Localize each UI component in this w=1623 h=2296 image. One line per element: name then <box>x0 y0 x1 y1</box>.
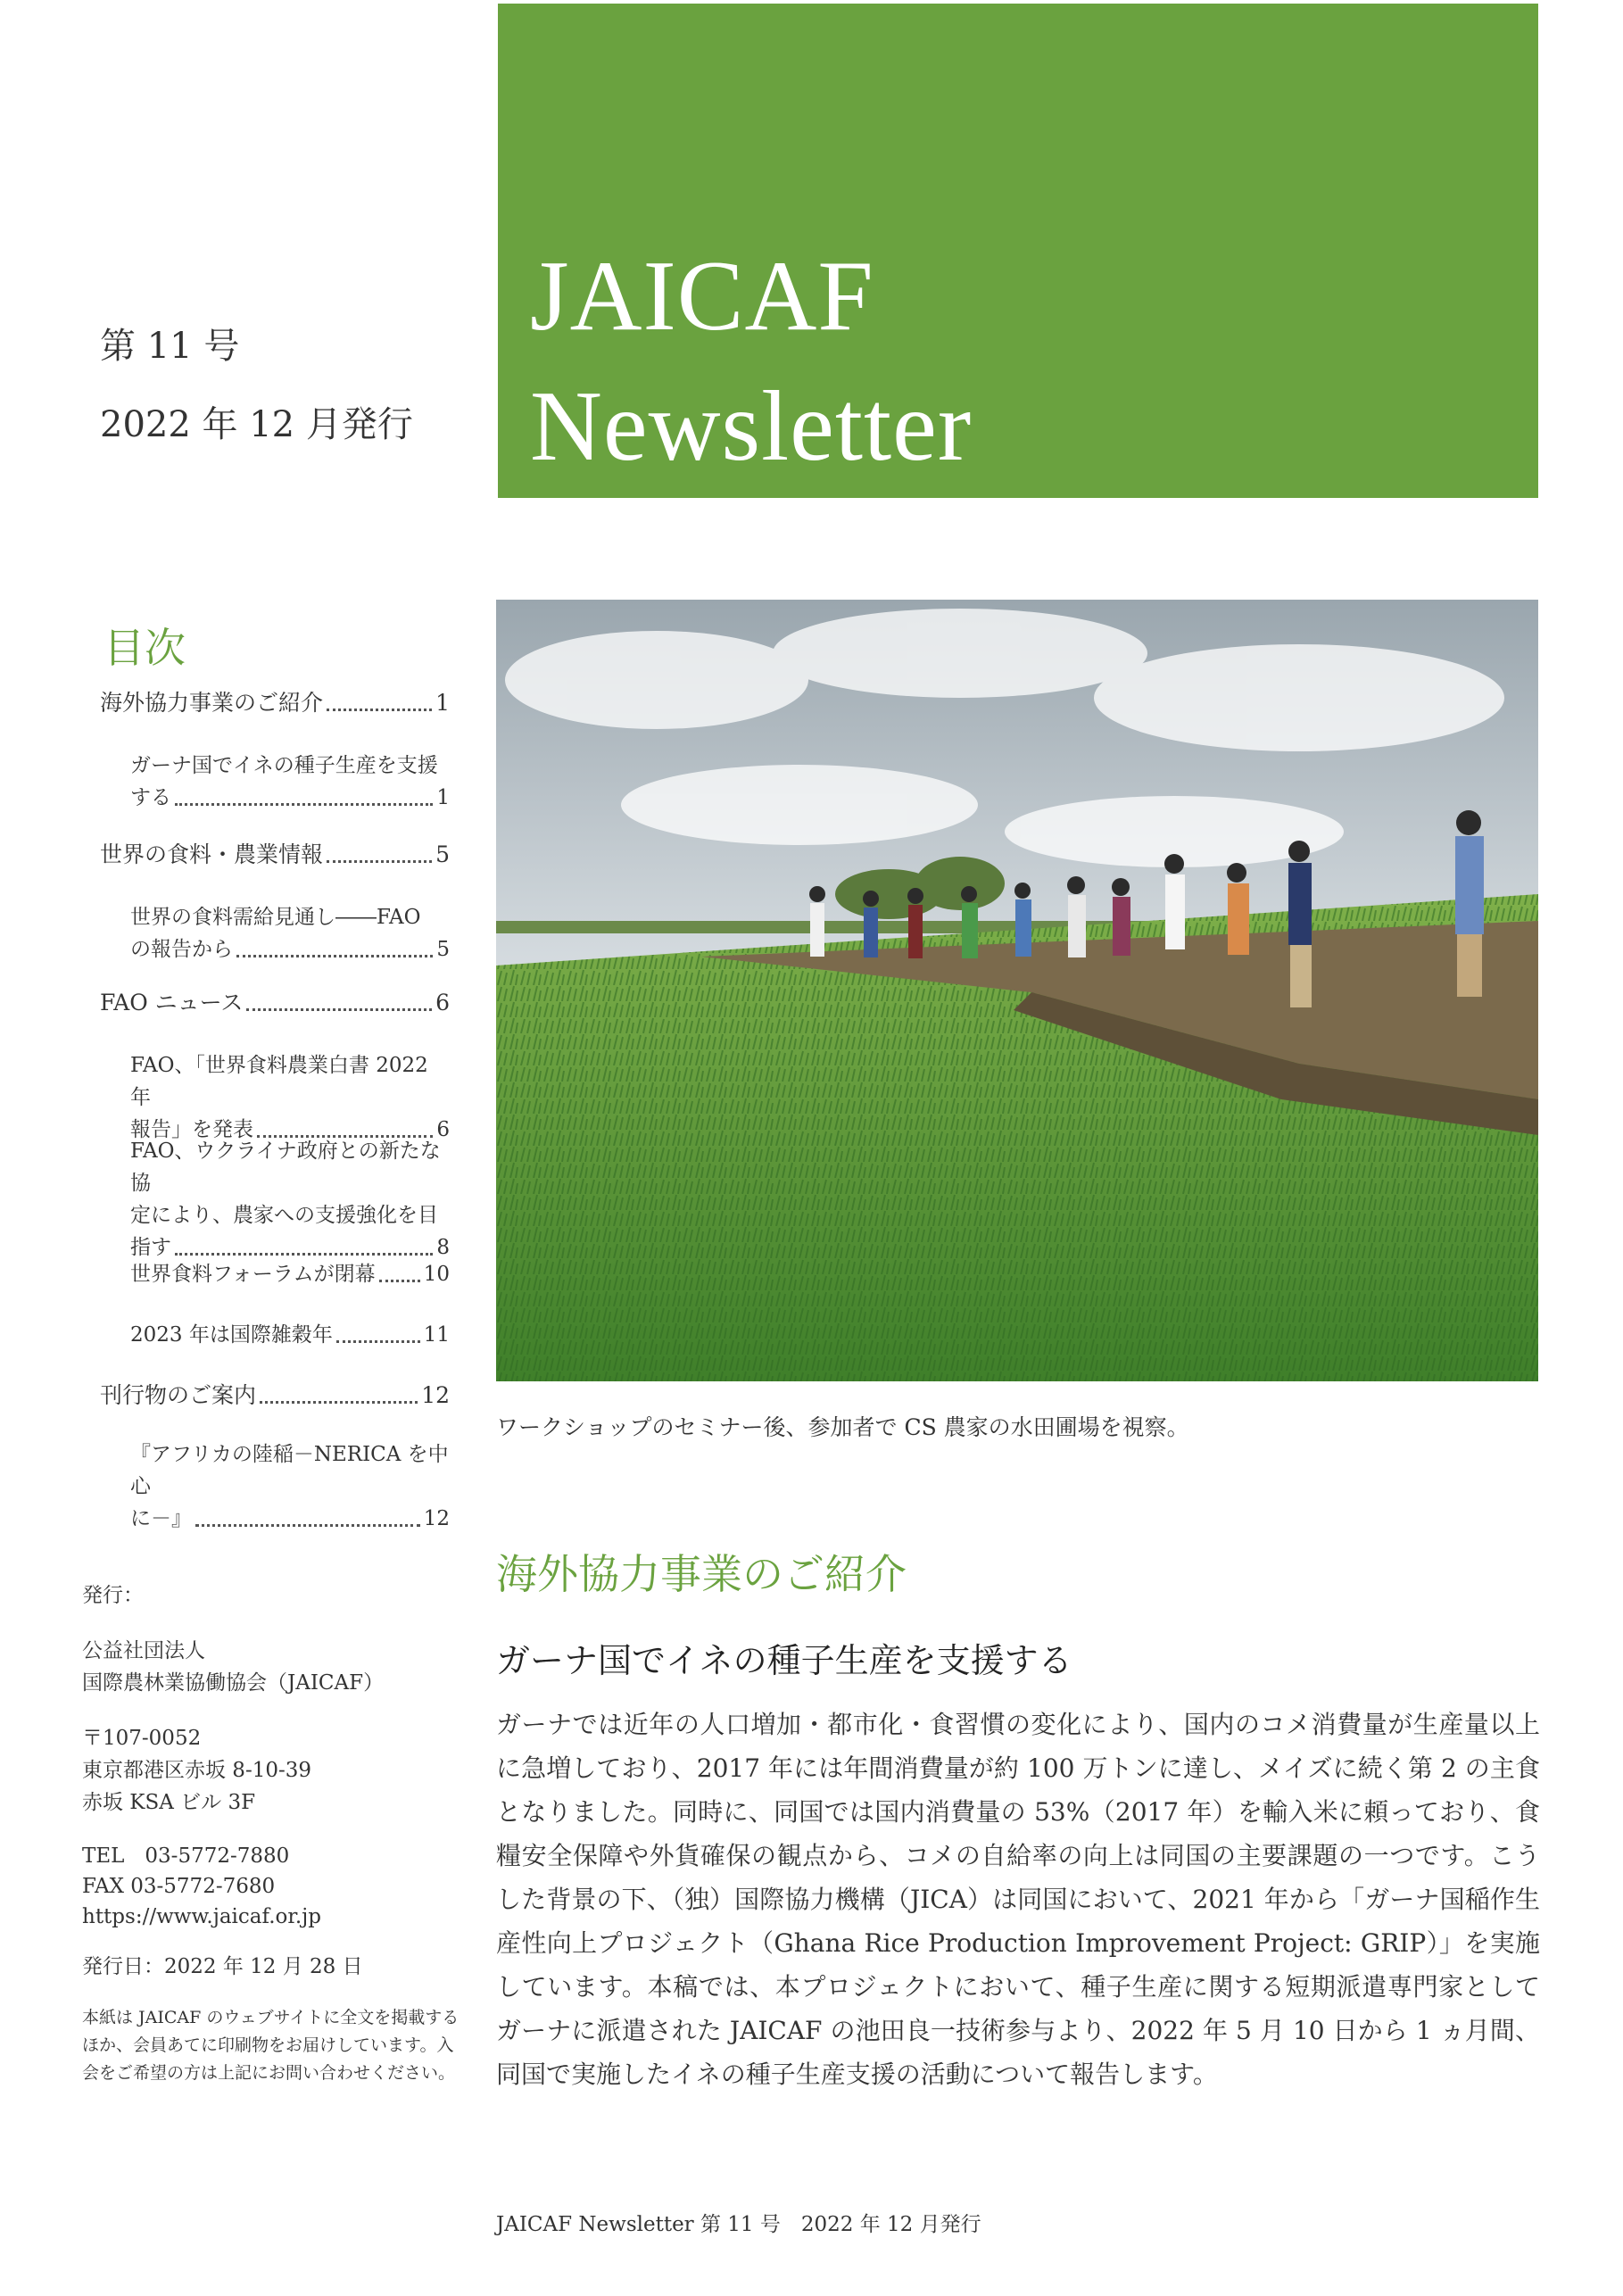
toc-entry-title: 刊行物のご案内 <box>100 1382 257 1408</box>
toc-entry[interactable] <box>130 1438 450 1535</box>
toc-entry-title: FAO、ウクライナ政府との新たな協 <box>130 1140 441 1195</box>
toc-page-number: 11 <box>423 1323 450 1347</box>
toc-leader-dots <box>336 1340 420 1343</box>
toc-entry[interactable] <box>130 1135 450 1264</box>
toc-entry-title: 世界の食料・農業情報 <box>100 841 324 867</box>
toc-entry-title: 2023 年は国際雑穀年 <box>130 1323 333 1347</box>
masthead-banner <box>498 4 1538 498</box>
toc-page-number: 5 <box>435 841 450 867</box>
telephone: TEL 03-5772-7880 <box>82 1844 290 1868</box>
toc-page-number: 6 <box>435 990 450 1015</box>
publisher-label: 発行： <box>82 1584 144 1607</box>
toc-leader-dots <box>260 1401 418 1404</box>
postal-code: 〒107-0052 <box>82 1727 202 1750</box>
toc-entry-title: 定により、農家への支援強化を目 <box>130 1204 438 1227</box>
article-body: ガーナでは近年の人口増加・都市化・食習慣の変化により、国内のコメ消費量が生産量以上に急増しており、2017 年には年間消費量が約 100 万トンに達し、メイズに続く第 2 の主食となりました。同時に、同国では国内消費量の 53%（2017 年）を輸入米に頼っており、食糧安全保障や外貨確保の観点から、コメの自給率の向上は同国の主要課題の一つです。こうした背景の下、（独）国際協力機構（JICA）は同国において、2021 年から「ガーナ国稲作生産性向上プロジェクト（Ghana Rice Production Improvement Project: GRIP）」を実施しています。本稿では、本プロジェクトにおいて、種子生産に関する短期派遣専門家としてガーナに派遣された JAICAF の池田良一技術参与より、2022 年 5 月 10 日から 1 ヵ月間、同国で実施したイネの種子生産支援の活動について報告します。 <box>496 1710 1540 2089</box>
toc-page-number: 8 <box>436 1236 450 1259</box>
toc-leader-dots <box>379 1280 420 1282</box>
publisher-org-name: 国際農林業協働協会（JAICAF） <box>82 1671 385 1695</box>
toc-entry[interactable] <box>130 1319 450 1351</box>
toc-entry[interactable] <box>100 1380 450 1412</box>
toc-leader-dots <box>246 1008 432 1011</box>
page-footer: JAICAF Newsletter 第 11 号 2022 年 12 月発行 <box>496 2213 981 2236</box>
toc-entry-title: FAO ニュース <box>100 990 244 1015</box>
toc-leader-dots <box>175 803 433 806</box>
toc-entry-title: 海外協力事業のご紹介 <box>100 690 324 716</box>
masthead-title-line1: JAICAF <box>530 241 874 352</box>
issue-date: 2022 年 12 月発行 <box>100 404 413 445</box>
toc-entry-title: 世界食料フォーラムが閉幕 <box>130 1263 376 1286</box>
toc-entry-title: 『アフリカの陸稲－NERICA を中心 <box>130 1443 449 1498</box>
toc-leader-dots <box>236 955 433 957</box>
toc-entry-title: 世界の食料需給見通し――FAO <box>130 906 421 929</box>
toc-leader-dots <box>195 1524 420 1527</box>
toc-entry-title: に－』 <box>130 1507 192 1530</box>
toc-entry-title: 指す <box>130 1236 171 1259</box>
toc-entry[interactable] <box>130 1049 450 1146</box>
distribution-notice: 本紙は JAICAF のウェブサイトに全文を掲載するほか、会員あてに印刷物をお届けしています。入会をご希望の方は上記にお問い合わせください。 <box>82 2008 460 2083</box>
fax: FAX 03-5772-7680 <box>82 1875 276 1898</box>
toc-page-number: 6 <box>436 1118 450 1141</box>
issue-number: 第 11 号 <box>100 326 240 367</box>
toc-entry-title: の報告から <box>130 938 233 961</box>
toc-leader-dots <box>175 1253 433 1256</box>
website-link[interactable]: https://www.jaicaf.or.jp <box>82 1905 321 1928</box>
toc-page-number: 1 <box>435 690 450 716</box>
toc-entry-title: 報告」を発表 <box>130 1118 253 1141</box>
article-title: ガーナ国でイネの種子生産を支援する <box>496 1641 1072 1680</box>
toc-page-number: 10 <box>423 1263 450 1286</box>
toc-entry[interactable] <box>130 1258 450 1290</box>
toc-entry[interactable] <box>100 687 450 719</box>
toc-heading: 目次 <box>104 624 186 672</box>
toc-entry[interactable] <box>130 901 450 966</box>
toc-entry-title: FAO、「世界食料農業白書 2022 年 <box>130 1054 428 1109</box>
toc-leader-dots <box>327 709 432 711</box>
toc-entry[interactable] <box>100 987 450 1019</box>
toc-entry-title: ガーナ国でイネの種子生産を支援 <box>130 754 438 777</box>
toc-page-number: 1 <box>436 786 450 809</box>
section-heading: 海外協力事業のご紹介 <box>496 1550 907 1598</box>
toc-entry-title: する <box>130 786 171 809</box>
toc-page-number: 5 <box>436 938 450 961</box>
address-line1: 東京都港区赤坂 8-10-39 <box>82 1759 312 1782</box>
issue-date-detail: 発行日：2022 年 12 月 28 日 <box>82 1955 363 1978</box>
toc-leader-dots <box>327 860 432 863</box>
toc-entry[interactable] <box>130 750 450 814</box>
rice-paddy-photo <box>496 600 1538 1381</box>
address-line2: 赤坂 KSA ビル 3F <box>82 1791 256 1814</box>
toc-page-number: 12 <box>421 1382 450 1408</box>
photo-caption: ワークショップのセミナー後、参加者で CS 農家の水田圃場を視察。 <box>496 1414 1189 1440</box>
toc-entry[interactable] <box>100 839 450 871</box>
publisher-org-type: 公益社団法人 <box>82 1639 205 1662</box>
masthead-title-line2: Newsletter <box>530 371 973 482</box>
toc-page-number: 12 <box>423 1507 450 1530</box>
